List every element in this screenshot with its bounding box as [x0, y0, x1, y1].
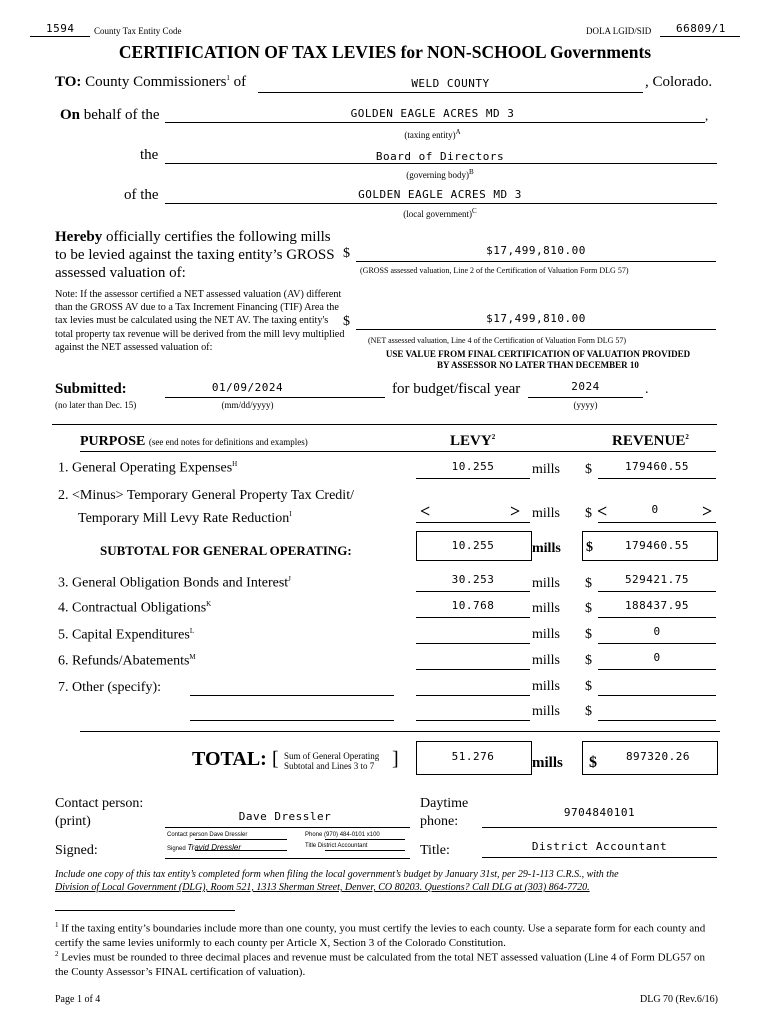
total-note-line2: Subtotal and Lines 3 to 7	[284, 761, 375, 771]
row-7b-mills: mills	[532, 704, 561, 719]
to-of: of	[233, 74, 247, 90]
on-behalf-label	[60, 107, 160, 124]
footnote-divider	[55, 910, 235, 911]
row-4-dollar: $	[585, 601, 592, 616]
gross-caption: (GROSS assessed valuation, Line 2 of the Certification of Valuation Form DLG 57)	[360, 266, 629, 275]
purpose-label: PURPOSE	[80, 434, 146, 449]
row-3-label: 3. General Obligation Bonds and Interest$^J$	[58, 575, 291, 591]
purpose-header	[80, 434, 308, 450]
row-2-dollar: $	[585, 506, 592, 521]
instructions	[55, 868, 619, 894]
on-rest: behalf of the	[83, 107, 160, 123]
subtotal-mills: mills	[532, 541, 561, 556]
row-6-mills: mills	[532, 653, 561, 668]
gross-dollar: $	[343, 246, 350, 261]
net-caption: (NET assessed valuation, Line 4 of the Certification of Valuation Form DLG 57)	[368, 336, 627, 345]
hereby-text	[55, 228, 355, 282]
row-3-dollar: $	[585, 576, 592, 591]
total-dollar: $	[589, 754, 597, 771]
total-label: TOTAL:	[192, 748, 267, 770]
row-7b-dollar: $	[585, 704, 592, 719]
hereby-line1: officially certifies the following mills	[105, 229, 331, 245]
taxing-entity-field[interactable]: GOLDEN EAGLE ACRES MD 3	[350, 107, 515, 120]
row-7-label: 7. Other (specify):	[58, 680, 162, 695]
row-6-label: 6. Refunds/Abatements$^M$	[58, 653, 196, 669]
budget-label: for budget/fiscal year	[392, 381, 521, 397]
instructions-line1: Include one copy of this tax entity’s completed form when filing the local government’s budget by January 31st, per 29-1-113 C.R.S., with the	[55, 869, 619, 880]
on-bold: On	[60, 107, 81, 123]
less-than-left: <	[420, 501, 431, 521]
signed-label: Signed:	[55, 843, 98, 858]
submitted-note: (no later than Dec. 15)	[55, 400, 137, 410]
row-3-levy[interactable]: 30.253	[451, 573, 495, 586]
instructions-line2: Division of Local Government (DLG), Room 521, 1313 Sherman Street, Denver, CO 80203. Questions? Call DLG at (303) 864-7720.	[55, 882, 590, 893]
gross-valuation-field[interactable]: $17,499,810.00	[486, 244, 586, 257]
row-5-dollar: $	[585, 627, 592, 642]
bracket-right: ]	[392, 748, 399, 770]
row-6-dollar: $	[585, 653, 592, 668]
total-revenue[interactable]: 897320.26	[625, 750, 691, 763]
taxing-entity-caption: (taxing entity)$^A$	[404, 128, 461, 140]
row-1-label: 1. General Operating Expenses$^H$	[58, 460, 238, 476]
row-4-levy[interactable]: 10.768	[451, 599, 495, 612]
contact-label	[55, 795, 143, 831]
row-2-mills: mills	[532, 506, 561, 521]
note-text: Note: If the assessor certified a NET assessed valuation (AV) different than the GROSS AV due to a Tax Increment Financing (TIF) Area the tax levies must be calculated using the NET AV. The taxing entity's total property tax revenue will be derived from the mill levy multiplied against the NET assessed valuation of:	[55, 289, 345, 353]
period: .	[645, 382, 649, 397]
row-6-revenue[interactable]: 0	[653, 651, 661, 664]
net-dollar: $	[343, 314, 350, 329]
total-divider	[80, 731, 720, 732]
submitted-label: Submitted:	[55, 381, 127, 397]
row-4-revenue[interactable]: 188437.95	[624, 599, 690, 612]
total-mills: mills	[532, 755, 563, 771]
signature-image: Contact person Dave Dressler Signed Travid Dressler Phone (970) 484-0101 x100 Title District Accountant	[165, 829, 410, 857]
subtotal-dollar: $	[586, 540, 593, 555]
title-label: Title:	[420, 843, 450, 858]
daytime-line1: Daytime	[420, 796, 469, 811]
row-2-revenue[interactable]: 0	[651, 503, 659, 516]
subtotal-levy[interactable]: 10.255	[451, 539, 495, 552]
row-5-label: 5. Capital Expenditures$^L$	[58, 627, 195, 643]
form-title: CERTIFICATION OF TAX LEVIES for NON-SCHOOL Governments	[118, 42, 652, 62]
budget-year-field[interactable]: 2024	[571, 380, 600, 393]
net-valuation-field[interactable]: $17,499,810.00	[486, 312, 586, 325]
bracket-left: [	[272, 748, 279, 770]
daytime-label	[420, 795, 468, 831]
to-label: TO:	[55, 74, 82, 90]
total-note	[284, 751, 379, 771]
row-5-mills: mills	[532, 627, 561, 642]
hereby-bold: Hereby	[55, 229, 103, 245]
page-number: Page 1 of 4	[55, 994, 101, 1005]
local-gov-caption: (local government)$^C$	[403, 207, 477, 219]
daytime-line2: phone:	[420, 814, 459, 829]
dola-value[interactable]: 66809/1	[676, 22, 726, 35]
row-1-revenue[interactable]: 179460.55	[624, 460, 690, 473]
governing-body-caption: (governing body)$^B$	[406, 168, 474, 180]
total-levy[interactable]: 51.276	[451, 750, 495, 763]
submitted-date-field[interactable]: 01/09/2024	[211, 381, 284, 394]
use-value-line2: BY ASSESSOR NO LATER THAN DECEMBER 10	[437, 360, 639, 370]
form-number: DLG 70 (Rev.6/16)	[640, 994, 718, 1005]
use-value-line1: USE VALUE FROM FINAL CERTIFICATION OF VALUATION PROVIDED	[385, 349, 691, 359]
levy-header: LEVY$^2$	[450, 433, 496, 449]
hereby-line3: assessed valuation of:	[55, 265, 186, 281]
year-format: (yyyy)	[573, 400, 598, 410]
total-note-line1: Sum of General Operating	[284, 751, 380, 761]
divider	[52, 424, 717, 425]
row-7-mills: mills	[532, 679, 561, 694]
row-4-mills: mills	[532, 601, 561, 616]
title-field[interactable]: District Accountant	[531, 840, 668, 853]
contact-line1: Contact person:	[55, 796, 144, 811]
row-5-revenue[interactable]: 0	[653, 625, 661, 638]
purpose-note: (see end notes for definitions and examples)	[148, 437, 308, 447]
row-1-mills: mills	[532, 462, 561, 477]
contact-field[interactable]: Dave Dressler	[238, 810, 332, 823]
row-4-label: 4. Contractual Obligations$^K$	[58, 600, 212, 616]
row-3-mills: mills	[532, 576, 561, 591]
revenue-header: REVENUE$^2$	[612, 433, 689, 449]
county-code-label: County Tax Entity Code	[94, 26, 182, 36]
footnote-2: $^2$ Levies must be rounded to three decimal places and revenue must be calculated from the total NET assessed valuation (Line 4 of Form DLG57 on the County Assessor’s FINAL certification of valuation).	[55, 950, 705, 978]
greater-than-left: >	[510, 501, 521, 521]
colorado-text: , Colorado.	[645, 74, 713, 90]
use-value-note	[352, 349, 724, 371]
comma: ,	[705, 108, 709, 123]
county-field[interactable]: WELD COUNTY	[411, 77, 490, 90]
dola-label: DOLA LGID/SID	[586, 26, 652, 36]
phone-field[interactable]: 9704840101	[563, 806, 636, 819]
less-than-right: <	[597, 501, 608, 521]
row-1-dollar: $	[585, 462, 592, 477]
row-2-label: 2. <Minus> Temporary General Property Tax Credit/ Temporary Mill Levy Rate Reduction$^I$	[58, 488, 354, 526]
row-3-revenue[interactable]: 529421.75	[624, 573, 690, 586]
governing-body-field[interactable]: Board of Directors	[375, 150, 505, 163]
hereby-line2: to be levied against the taxing entity’s GROSS	[55, 247, 335, 263]
subtotal-label: SUBTOTAL FOR GENERAL OPERATING:	[100, 543, 352, 558]
the-label: the	[140, 147, 159, 163]
date-format: (mm/dd/yyyy)	[221, 400, 274, 410]
to-text: County Commissioners	[85, 74, 227, 90]
row-7-dollar: $	[585, 679, 592, 694]
of-the-label: of the	[124, 187, 159, 203]
to-line: TO: County Commissioners$^1$ of	[55, 74, 247, 90]
footnote-1: $^1$ If the taxing entity’s boundaries include more than one county, you must certify the levies to each county. Use a separate form for each county and certify the same levies uniformly to each county per Article X, Section 3 of the Colorado Constitution.	[55, 921, 706, 949]
local-gov-field[interactable]: GOLDEN EAGLE ACRES MD 3	[358, 188, 522, 201]
greater-than-right: >	[702, 501, 713, 521]
row-1-levy[interactable]: 10.255	[451, 460, 495, 473]
contact-line2: (print)	[55, 814, 91, 829]
subtotal-revenue[interactable]: 179460.55	[624, 539, 690, 552]
county-code-value[interactable]: 1594	[46, 22, 75, 35]
